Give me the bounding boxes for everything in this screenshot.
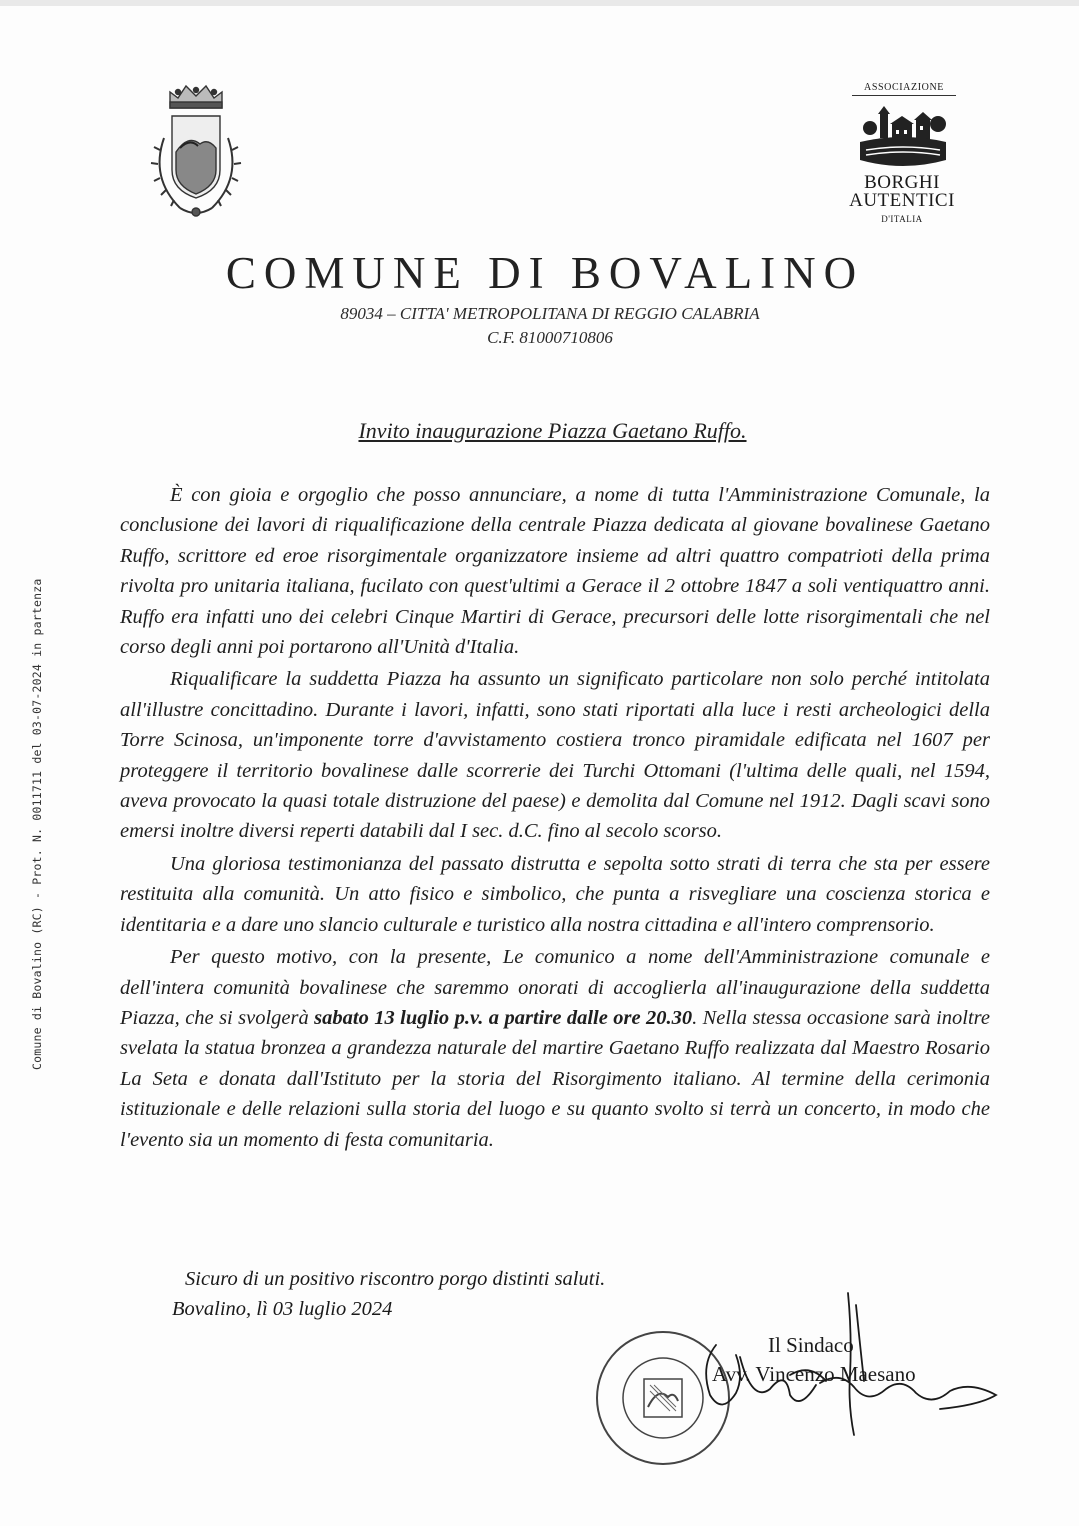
fiscal-code: C.F. 81000710806 xyxy=(487,328,613,347)
paragraph-4-end: . Nella stessa occasione sarà inoltre svelata la statua bronzea a grandezza naturale del martire Gaetano Ruffo realizzata dal Maestro Rosario La Seta e donata dall'Istituto per la storia del Risorgimento italiano. Al termine della cerimonia istituzionale e delle relazioni sulla storia del luogo e su quanto svolto si terrà un concerto, in modo che l'evento sia un momento di festa comunitaria. xyxy=(120,1006,990,1151)
closing-line: Sicuro di un positivo riscontro porgo distinti saluti. xyxy=(185,1268,606,1290)
address-line: 89034 – CITTA' METROPOLITANA DI REGGIO CALABRIA xyxy=(340,304,760,323)
association-logo xyxy=(840,80,960,232)
municipal-crest-icon xyxy=(140,78,252,230)
paragraph-4-start: Per questo motivo, con la presente, Le comunico a nome dell'Amministrazione comunale e dell'intera comunità bovalinese che saremmo onorati di accoglierla all'inaugurazione della suddetta Piazza, che si svolgerà xyxy=(120,946,990,1029)
paragraph-1: È con gioia e orgoglio che posso annunciare, a nome di tutta l'Amministrazione Comunale, la conclusione dei lavori di riqualificazione della centrale Piazza dedicata al giovane bovalinese Gaetano Ruffo, scrittore ed eroe risorgimentale organizzatore insieme ad altri quattro compatrioti della prima rivolta pro unitaria italiana, fucilato con quest'ultimi a Gerace il 2 ottobre 1847 a soli ventiquattro anni. Ruffo era infatti uno dei celebri Cinque Martiri di Gerace, precursori delle lotte risorgimentali che nel corso degli anni poi portarono all'Unità d'Italia. xyxy=(120,484,990,659)
signatory-name: Avv. Vincenzo Maesano xyxy=(712,1362,916,1386)
document-title: Invito inaugurazione Piazza Gaetano Ruffo. xyxy=(358,418,747,443)
letter-body xyxy=(120,480,990,1155)
paragraph-2: Riqualificare la suddetta Piazza ha assunto un significato particolare non solo perché intitolata all'illustre concittadino. Durante i lavori, infatti, sono stati riportati alla luce i resti archeologici della Torre Scinosa, un'imponente torre d'avvistamento costiera tronco piramidale edificata nel 1607 per proteggere il territorio bovalinese dalle scorrerie dei Turchi Ottomani (l'ultima delle quali, nel 1594, aveva provocato la quasi totale distruzione del paese) e demolita dal Comune nel 1912. Dagli scavi sono emersi inoltre diversi reperti databili dal I sec. d.C. fino al secolo scorso. xyxy=(120,668,990,843)
scan-edge xyxy=(0,0,1079,6)
village-icon xyxy=(858,102,948,172)
paragraph-3: Una gloriosa testimonianza del passato distrutta e sepolta sotto strati di terra che sta per essere restituita alla comunità. Un atto fisico e simbolico, che punta a risvegliare una coscienza storica e identitaria e a dare uno slancio culturale e turistico alla nostra cittadina e all'intero comprensorio. xyxy=(120,852,990,936)
paragraph-4 xyxy=(120,942,990,1155)
association-name-line1: BORGHI xyxy=(864,172,940,193)
place-date: Bovalino, lì 03 luglio 2024 xyxy=(172,1298,393,1320)
signatory-role: Il Sindaco xyxy=(768,1333,854,1357)
association-name-line2: AUTENTICI xyxy=(849,190,955,211)
page-title: COMUNE DI BOVALINO xyxy=(225,248,865,298)
event-date-time: sabato 13 luglio p.v. a partire dalle ore 20.30 xyxy=(314,1006,693,1029)
association-header: ASSOCIAZIONE xyxy=(852,82,956,96)
protocol-stamp: Comune di Bovalino (RC) - Prot. N. 0011711 del 03-07-2024 in partenza xyxy=(30,578,44,1070)
association-name-line3: D'ITALIA xyxy=(881,214,923,224)
